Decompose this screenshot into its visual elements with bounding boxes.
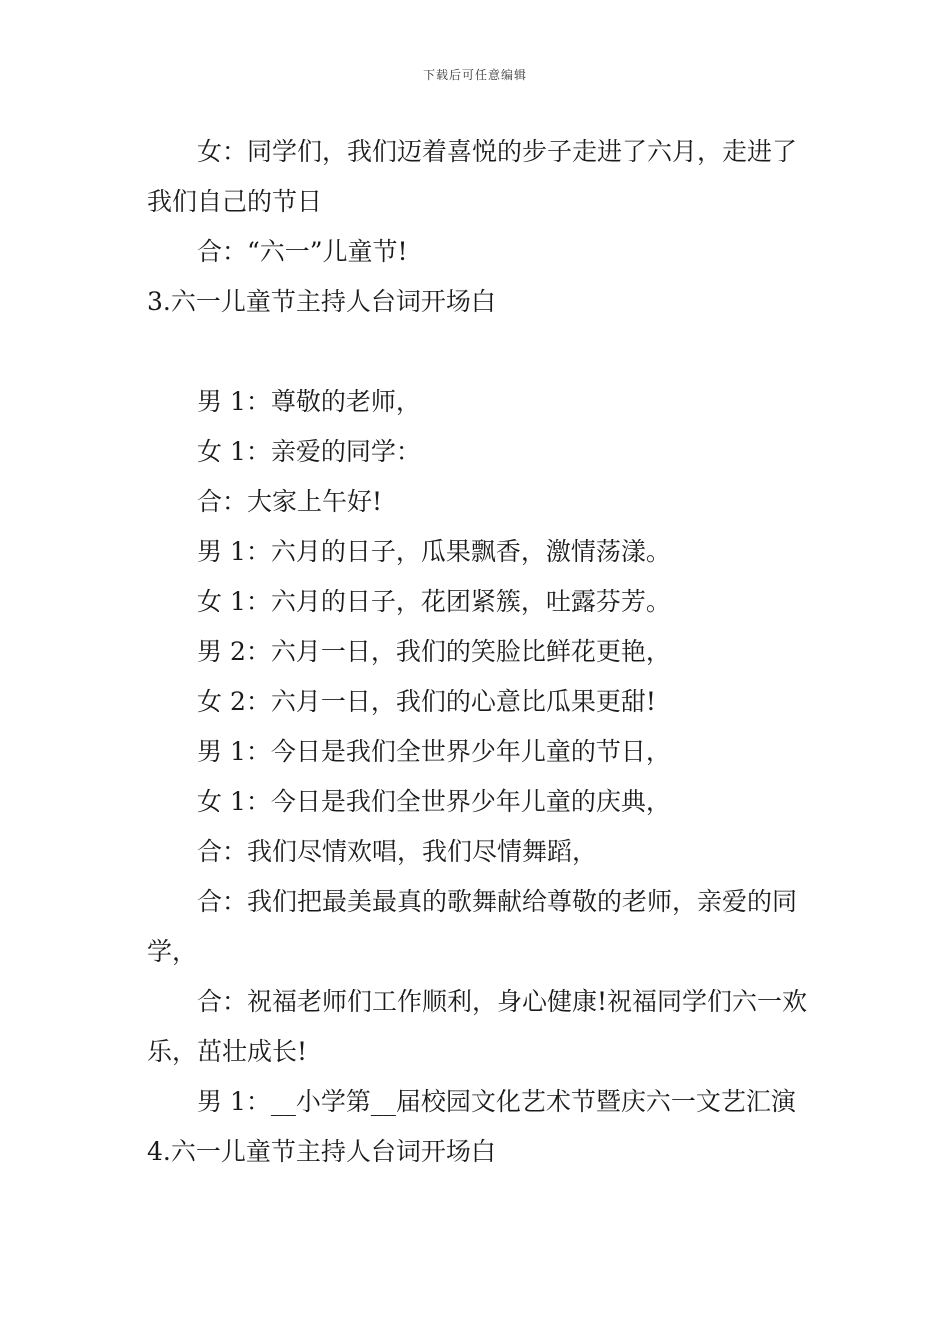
dialogue-line: 女 1：亲爱的同学： — [197, 437, 421, 466]
dialogue-line: 合：祝福老师们工作顺利，身心健康!祝福同学们六一欢乐，茁壮成长! — [147, 987, 808, 1066]
paragraph: 合：“六一”儿童节! — [197, 237, 408, 266]
dialogue-line: 男 1：六月的日子，瓜果飘香，激情荡漾。 — [197, 537, 671, 566]
dialogue-line: 男 1：今日是我们全世界少年儿童的节日， — [197, 737, 671, 766]
section-heading: 4.六一儿童节主持人台词开场白 — [147, 1137, 496, 1166]
dialogue-line: 男 1：尊敬的老师， — [197, 387, 421, 416]
dialogue-line: 合：我们尽情欢唱，我们尽情舞蹈， — [197, 837, 598, 866]
dialogue-line: 女 1：今日是我们全世界少年儿童的庆典， — [197, 787, 671, 816]
document-body — [147, 127, 812, 1177]
dialogue-line: 女 1：六月的日子，花团紧簇，吐露芬芳。 — [197, 587, 671, 616]
dialogue-line: 男 2：六月一日，我们的笑脸比鲜花更艳， — [197, 637, 671, 666]
blank-line — [147, 327, 812, 377]
dialogue-line: 女 2：六月一日，我们的心意比瓜果更甜! — [197, 687, 656, 716]
dialogue-line: 合：我们把最美最真的歌舞献给尊敬的老师，亲爱的同学， — [147, 887, 798, 966]
section-heading: 3.六一儿童节主持人台词开场白 — [147, 287, 496, 316]
paragraph: 女：同学们，我们迈着喜悦的步子走进了六月，走进了我们自己的节日 — [147, 137, 798, 216]
header-note: 下载后可任意编辑 — [422, 68, 527, 82]
dialogue-line: 合：大家上午好! — [197, 487, 383, 516]
dialogue-line: 男 1：__小学第__届校园文化艺术节暨庆六一文艺汇演 — [197, 1087, 796, 1116]
